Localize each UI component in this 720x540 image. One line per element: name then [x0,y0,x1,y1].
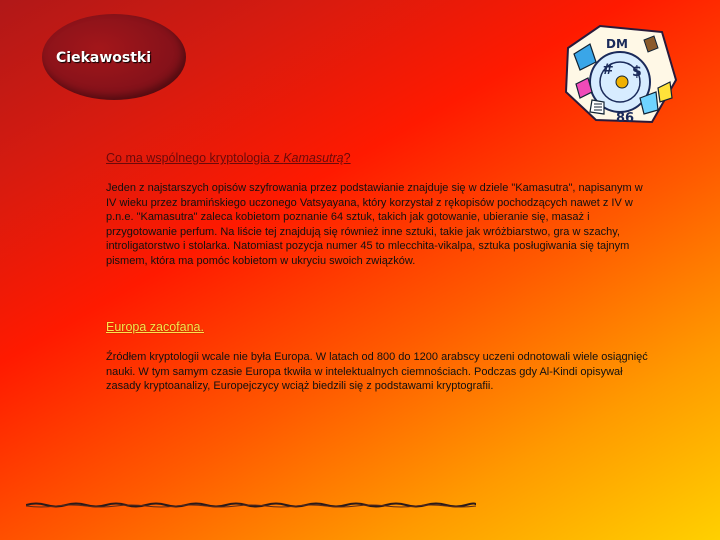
clipart-text-86: 86 [616,111,635,126]
decorative-divider [26,500,476,510]
section-1-body: Jeden z najstarszych opisów szyfrowania przez podstawianie znajduje się w dziele "Kamasutra", napisanym w IV wieku przez bramińskiego uczonego Vatsyayana, który korzystał z rękopisów pochodzących nawet z IV w p.n.e. "Kamasutra" zaleca kobietom poznanie 64 sztuk, takich jak gotowanie, ubieranie się, masaż i przygotowanie perfum. Na liście tej znajdują się również inne sztuki, takie jak wróżbiarstwo, gra w szachy, introligatorstwo i stolarka. Natomiast pozycja numer 45 to mlecchita-vikalpa, sztuka posługiwania się tajnym pismem, która ma pomóc kobietom w ukryciu swoich związków. [106,182,643,267]
section-1-heading-italic: Kamasutrą [283,151,344,165]
section-1-heading-prefix: Co ma wspólnego kryptologia z [106,151,284,165]
section-1-heading-text [106,151,351,165]
section-1-heading [106,151,654,167]
clipart-text-dollar: $ [632,64,642,80]
clipart-text-hash: # [602,62,614,78]
section-1-heading-suffix: ? [343,151,351,165]
section-2-body: Źródłem kryptologii wcale nie była Europa. W latach od 800 do 1200 arabscy uczeni odnotowali wiele osiągnięć nauki. W tym samym czasie Europa tkwiła w intelektualnych ciemnościach. Podczas gdy Al-Kindi opisywał zasady kryptoanalizy, Europejczycy wciąż biedzili się z podstawami kryptografii. [106,351,648,393]
hand-drawn-numbers-clipart-icon [560,18,680,128]
section-2-heading-text: Europa zacofana. [106,320,204,334]
slide-title: Ciekawostki [56,50,152,66]
section-2-heading [106,320,654,336]
clipart-text-dm: DM [606,37,628,51]
